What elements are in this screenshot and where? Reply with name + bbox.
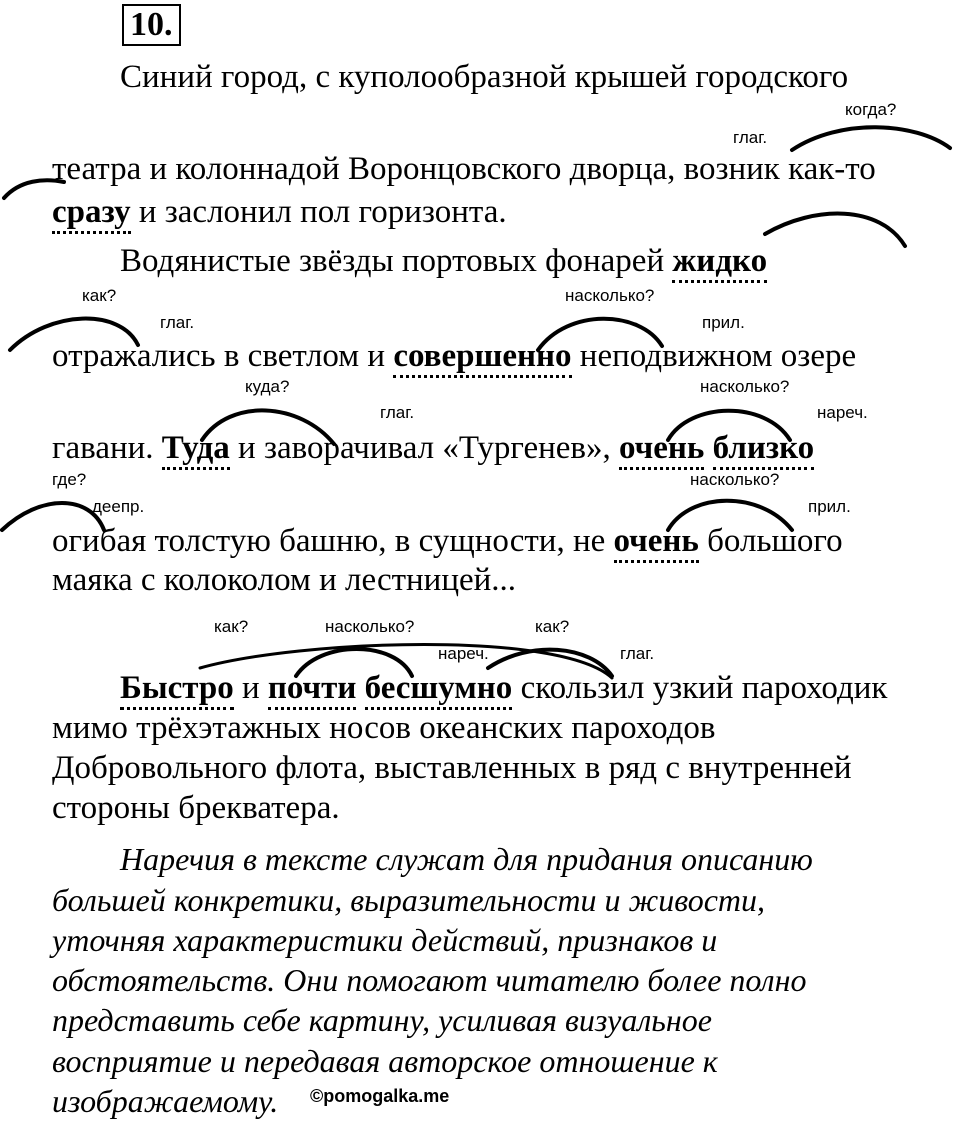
text-line-1: Синий город, с куполообразной крышей городского — [120, 59, 849, 95]
note-gde: где? — [52, 470, 87, 489]
text-line-10: мимо трёхэтажных носов океанских пароходов — [52, 710, 716, 746]
note-narech-2: нареч. — [438, 644, 489, 663]
text-line-9-and: и — [233, 670, 268, 706]
task-number: 10. — [122, 4, 181, 46]
adverb-blizko: близко — [713, 430, 815, 470]
conclusion-line-5: представить себе картину, усиливая визуальное — [52, 1002, 712, 1038]
conclusion-line-7: изображаемому. — [52, 1083, 279, 1119]
text-line-8: маяка с колоколом и лестницей... — [52, 562, 517, 598]
text-line-4 — [120, 245, 767, 278]
text-line-6-pre: гавани. — [52, 430, 162, 466]
note-deepr: деепр. — [92, 497, 145, 516]
note-kak-1: как? — [82, 286, 117, 305]
adverb-besshumno: бесшумно — [365, 670, 513, 710]
text-line-7-pre: огибая толстую башню, в сущности, не — [52, 523, 614, 559]
note-pril-2: прил. — [808, 497, 851, 516]
note-glag-1: глаг. — [733, 128, 768, 147]
conclusion-line-6: восприятие и передавая авторское отношение к — [52, 1043, 718, 1079]
text-line-9 — [120, 672, 887, 705]
note-naskolko-1: насколько? — [565, 286, 655, 305]
adverb-ochen-2: очень — [614, 523, 699, 563]
note-kogda: когда? — [845, 100, 897, 119]
note-kak-3: как? — [535, 617, 570, 636]
text-line-5 — [52, 340, 856, 373]
arc-sozdu-voznik — [792, 127, 950, 150]
note-narech-1: нареч. — [817, 403, 868, 422]
text-line-7-post: большого — [698, 523, 843, 559]
text-line-9-post: скользил узкий пароходик — [512, 670, 888, 706]
text-line-5-post: неподвижном озере — [571, 338, 857, 374]
watermark: ©pomogalka.me — [310, 1086, 450, 1106]
adverb-sovershenno: совершенно — [393, 338, 571, 378]
adverb-srazu: сразу — [52, 194, 131, 234]
text-line-12: стороны брекватера. — [52, 790, 340, 826]
note-glag-2: глаг. — [160, 313, 195, 332]
conclusion-line-1: Наречия в тексте служат для придания описанию — [120, 841, 813, 877]
conclusion-line-2: большей конкретики, выразительности и живости, — [52, 882, 766, 918]
arc-zhidko — [765, 214, 905, 246]
conclusion-line-3: уточняя характеристики действий, признаков и — [52, 922, 718, 958]
note-naskolko-3: насколько? — [690, 470, 780, 489]
space — [704, 430, 712, 466]
text-line-6-mid: и заворачивал «Тургенев», — [229, 430, 620, 466]
text-line-7 — [52, 525, 843, 558]
text-line-6 — [52, 432, 814, 465]
text-line-3 — [52, 196, 507, 229]
note-naskolko-2: насколько? — [700, 377, 790, 396]
adverb-zhidko: жидко — [672, 243, 767, 283]
note-pril-1: прил. — [702, 313, 745, 332]
conclusion-line-4: обстоятельств. Они помогают читателю более полно — [52, 962, 807, 998]
space — [356, 670, 364, 706]
note-kuda: куда? — [245, 377, 290, 396]
adverb-bystro: Быстро — [120, 670, 234, 710]
adverb-tuda: Туда — [162, 430, 230, 470]
text-line-4-pre: Водянистые звёзды портовых фонарей — [120, 243, 673, 279]
note-naskolko-4: насколько? — [325, 617, 415, 636]
adverb-pochti: почти — [268, 670, 357, 710]
note-glag-4: глаг. — [620, 644, 655, 663]
note-glag-3: глаг. — [380, 403, 415, 422]
note-kak-2: как? — [214, 617, 249, 636]
adverb-ochen-1: очень — [619, 430, 704, 470]
text-line-3-rest: и заслонил пол горизонта. — [130, 194, 507, 230]
text-line-2: театра и колоннадой Воронцовского дворца, возник как-то — [52, 151, 876, 187]
text-line-5-pre: отражались в светлом и — [52, 338, 394, 374]
text-line-11: Добровольного флота, выставленных в ряд с внутренней — [52, 750, 852, 786]
